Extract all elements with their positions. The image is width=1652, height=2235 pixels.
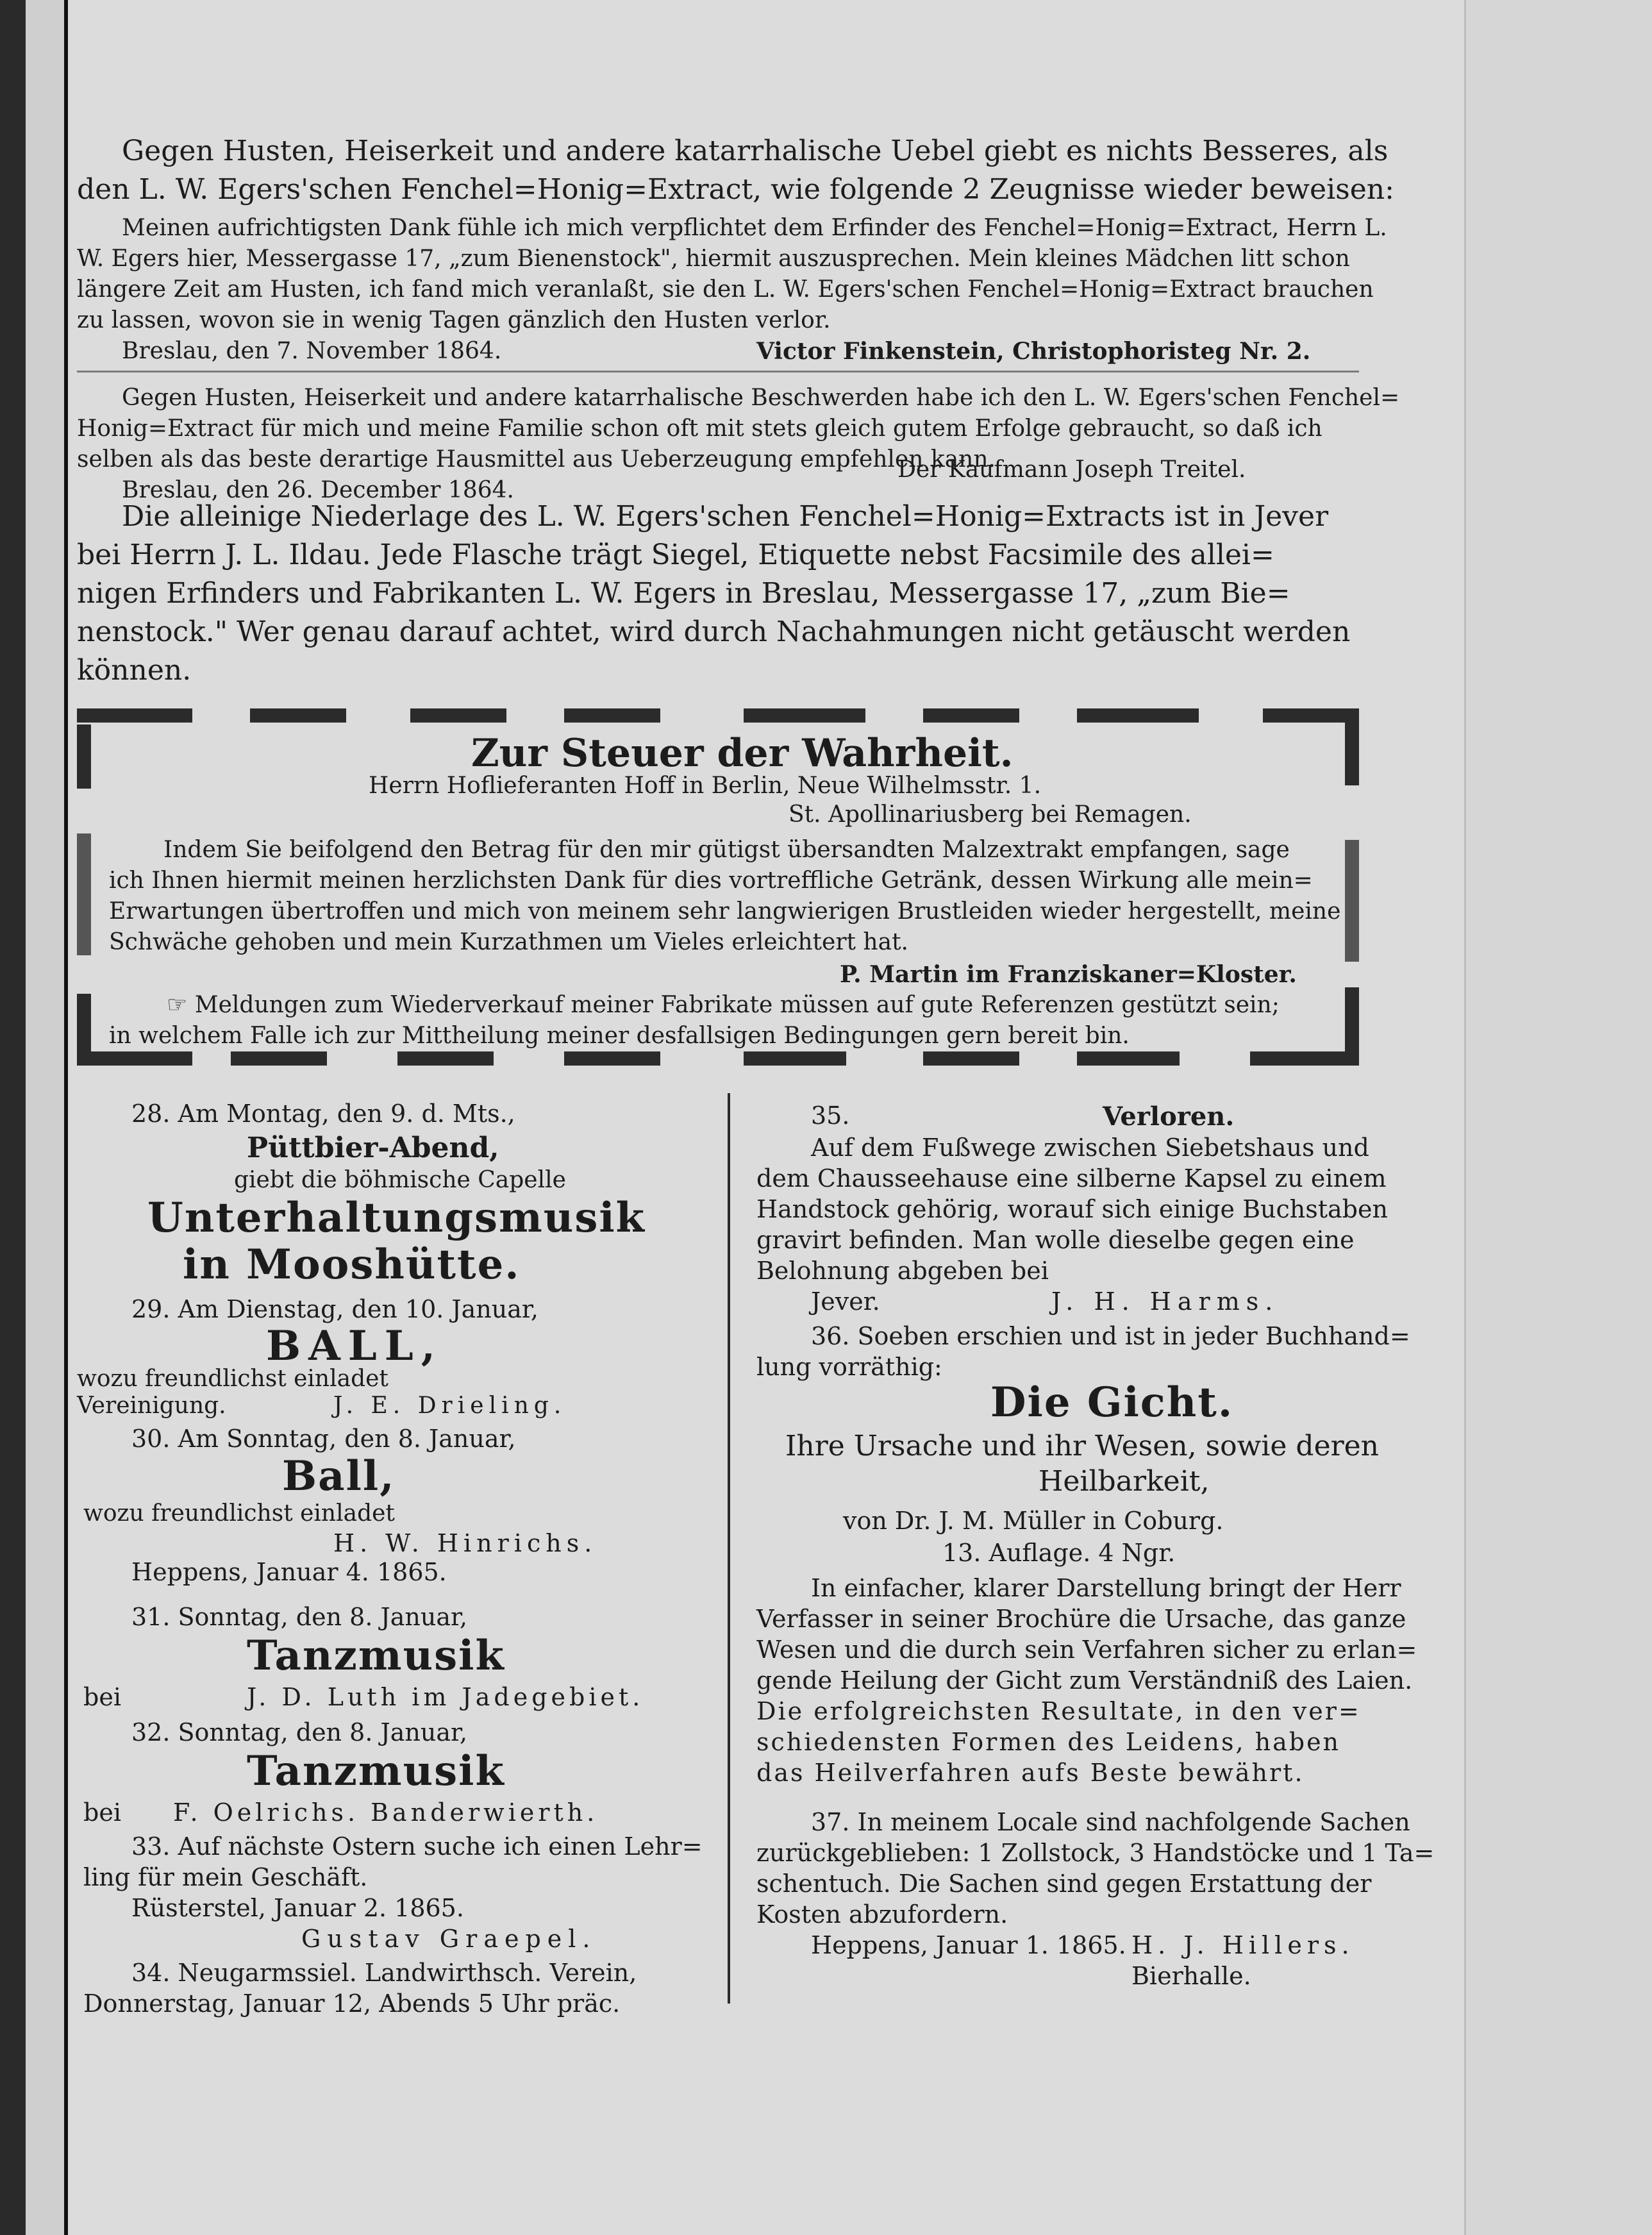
box-line: Schwäche gehoben und mein Kurzathmen um Vieles erleichtert hat. [109,929,908,955]
ad-text: zurückgeblieben: 1 Zollstock, 3 Handstöcke und 1 Ta= [756,1839,1435,1867]
ad-signature: H. W. Hinrichs. [333,1529,597,1557]
ad-heading: 31. Sonntag, den 8. Januar, [131,1603,468,1631]
signature-place: Breslau, den 7. November 1864. [122,338,502,364]
ad-big-title: Tanzmusik [247,1632,505,1680]
frame-dash [1077,1051,1180,1066]
ad-line: Gegen Husten, Heiserkeit und andere katarrhalische Beschwerden habe ich den L. W. Egers'schen Fenchel= [122,385,1400,411]
box-place: St. Apollinariusberg bei Remagen. [788,801,1192,828]
frame-side [77,994,91,1058]
ad-heading: 29. Am Dienstag, den 10. Januar, [131,1295,538,1323]
frame-dash [77,1051,192,1066]
ad-text: gravirt befinden. Man wolle dieselbe gegen eine [756,1226,1355,1254]
ad-signature: F. Oelrichs. Banderwierth. [173,1798,599,1827]
ad-text: Handstock gehörig, worauf sich einige Buchstaben [756,1195,1388,1223]
ad-heading: 28. Am Montag, den 9. d. Mts., [131,1100,515,1128]
ad-text: das Heilverfahren aufs Beste bewährt. [756,1759,1305,1787]
ad-text: Die erfolgreichsten Resultate, in den ver= [756,1697,1361,1725]
ad-text: schentuch. Die Sachen sind gegen Erstattung der [756,1870,1372,1898]
ad-title: Verloren. [1103,1101,1235,1132]
ad-big-title: Die Gicht. [990,1378,1234,1427]
ad-heading: 34. Neugarmssiel. Landwirthsch. Verein, [131,1959,637,1987]
ad-text: bei [83,1798,121,1827]
previous-page-edge [26,0,68,2235]
ad-text: gende Heilung der Gicht zum Verständniß des Laien. [756,1666,1413,1695]
ad-number: 35. [811,1101,850,1130]
ad-text: bei [83,1683,121,1711]
ad-line: W. Egers hier, Messergasse 17, „zum Bienenstock", hiermit auszusprechen. Mein kleines Mädchen litt schon [77,246,1350,272]
ad-text: dem Chausseehause eine silberne Kapsel zu einem [756,1164,1387,1193]
ad-place-date: Heppens, Januar 4. 1865. [131,1558,447,1586]
box-note: ☞ Meldungen zum Wiederverkauf meiner Fabrikate müssen auf gute Referenzen gestützt sein; [167,992,1280,1018]
ad-subtitle: Ihre Ursache und ihr Wesen, sowie deren [785,1430,1380,1462]
ad-place-date: Rüsterstel, Januar 2. 1865. [131,1894,464,1922]
ad-signature: J. D. Luth im Jadegebiet. [247,1683,644,1711]
ad-line: Meinen aufrichtigsten Dank fühle ich mich verpflichtet dem Erfinder des Fenchel=Honig=Extract, Herrn L. [122,215,1387,241]
ad-line: Die alleinige Niederlage des L. W. Egers'schen Fenchel=Honig=Extracts ist in Jever [122,500,1329,533]
ad-line: nenstock." Wer genau darauf achtet, wird durch Nachahmungen nicht getäuscht werden [77,615,1351,648]
ad-text: Belohnung abgeben bei [756,1257,1049,1285]
ad-line: bei Herrn J. L. Ildau. Jede Flasche trägt Siegel, Etiquette nebst Facsimile des allei= [77,539,1274,571]
frame-dash [1077,708,1199,723]
ad-subtitle: Heilbarkeit, [1039,1465,1210,1498]
ad-place: Jever. [811,1287,880,1316]
ad-text: Wesen und die durch sein Verfahren sicher zu erlan= [756,1636,1417,1664]
frame-side [1345,987,1359,1058]
frame-side [1345,840,1359,962]
frame-dash [744,1051,846,1066]
frame-dash [397,1051,494,1066]
ad-signature: Gustav Graepel. [301,1925,597,1953]
ad-text: giebt die böhmische Capelle [234,1167,566,1193]
ad-line: können. [77,654,192,687]
ad-heading: 30. Am Sonntag, den 8. Januar, [131,1425,516,1453]
ad-text: wozu freundlichst einladet [83,1500,395,1527]
ad-text: ling für mein Geschäft. [83,1863,368,1891]
ad-title: Püttbier-Abend, [247,1132,499,1164]
box-signature: P. Martin im Franziskaner=Kloster. [840,961,1297,988]
facing-page-edge [1464,0,1652,2235]
frame-dash [250,708,346,723]
ad-heading: 33. Auf nächste Ostern suche ich einen Lehr= [131,1832,703,1861]
frame-side [77,724,91,789]
ad-text: Vereinigung. [77,1393,226,1419]
signature-name: Victor Finkenstein, Christophoristeg Nr. 2. [756,338,1311,365]
box-line: Indem Sie beifolgend den Betrag für den mir gütigst übersandten Malzextrakt empfangen, sage [163,837,1290,863]
ad-text: Verfasser in seiner Brochüre die Ursache, das ganze [756,1605,1406,1633]
frame-side [77,833,91,955]
ad-text: Kosten abzufordern. [756,1900,1008,1929]
ad-signature: J. E. Drieling. [333,1393,567,1419]
ad-line: Honig=Extract für mich und meine Familie schon oft mit stets gleich gutem Erfolge gebraucht, so daß ich [77,415,1322,442]
frame-dash [564,708,660,723]
ad-heading: 37. In meinem Locale sind nachfolgende Sachen [811,1808,1410,1836]
ad-text: In einfacher, klarer Darstellung bringt der Herr [811,1574,1401,1602]
frame-dash [410,708,506,723]
divider [77,371,1359,372]
ad-big-title: Unterhaltungsmusik [147,1194,646,1242]
ad-text: lung vorräthig: [756,1353,942,1381]
ad-text: schiedensten Formen des Leidens, haben [756,1728,1341,1756]
signature-place: Breslau, den 26. December 1864. [122,477,514,503]
ad-line: Gegen Husten, Heiserkeit und andere katarrhalische Uebel giebt es nichts Besseres, als [122,135,1389,167]
box-line: ich Ihnen hiermit meinen herzlichsten Dank für dies vortreffliche Getränk, dessen Wirkung alle mein= [109,867,1313,894]
ad-text: wozu freundlichst einladet [77,1366,388,1392]
frame-dash [77,708,192,723]
frame-dash [923,708,1019,723]
ad-line: zu lassen, wovon sie in wenig Tagen gänzlich den Husten verlor. [77,307,831,333]
ad-heading: 32. Sonntag, den 8. Januar, [131,1718,468,1746]
box-title: Zur Steuer der Wahrheit. [471,731,1014,776]
signature-name: Der Kaufmann Joseph Treitel. [897,456,1246,483]
ad-line: den L. W. Egers'schen Fenchel=Honig=Extract, wie folgende 2 Zeugnisse wieder beweisen: [77,173,1394,206]
box-line: Erwartungen übertroffen und mich von meinem sehr langwierigen Brustleiden wieder hergestellt, meine [109,898,1341,925]
ad-heading: 36. Soeben erschien und ist in jeder Buchhand= [811,1322,1410,1350]
ad-signature: Bierhalle. [1131,1962,1251,1990]
column-divider [728,1093,730,2004]
ad-big-title: BALL, [266,1322,444,1370]
ad-author: von Dr. J. M. Müller in Coburg. [843,1507,1224,1535]
ad-line: selben als das beste derartige Hausmittel aus Ueberzeugung empfehlen kann. [77,446,996,473]
frame-dash [923,1051,1019,1066]
book-binding [0,0,26,2235]
ad-big-title: in Mooshütte. [183,1241,521,1289]
ad-big-title: Tanzmusik [247,1747,505,1795]
ad-text: Auf dem Fußwege zwischen Siebetshaus und [811,1134,1369,1162]
frame-dash [1250,1051,1359,1066]
ad-line: nigen Erfinders und Fabrikanten L. W. Egers in Breslau, Messergasse 17, „zum Bie= [77,577,1290,610]
frame-dash [564,1051,660,1066]
box-addressee: Herrn Hoflieferanten Hoff in Berlin, Neue Wilhelmsstr. 1. [369,773,1042,799]
box-note: in welchem Falle ich zur Mittheilung meiner desfallsigen Bedingungen gern bereit bin. [109,1023,1130,1049]
ad-place-date: Heppens, Januar 1. 1865. [811,1931,1126,1959]
frame-dash [744,708,865,723]
ad-line: längere Zeit am Husten, ich fand mich veranlaßt, sie den L. W. Egers'schen Fenchel=Honig=Extract brauchen [77,276,1374,303]
ad-signature: J. H. Harms. [1051,1287,1280,1316]
frame-dash [231,1051,327,1066]
ad-text: Donnerstag, Januar 12, Abends 5 Uhr präc. [83,1989,621,2018]
ad-big-title: Ball, [282,1452,396,1500]
ad-edition: 13. Auflage. 4 Ngr. [942,1539,1176,1567]
ad-signature: H. J. Hillers. [1131,1931,1355,1959]
frame-side [1345,708,1359,785]
